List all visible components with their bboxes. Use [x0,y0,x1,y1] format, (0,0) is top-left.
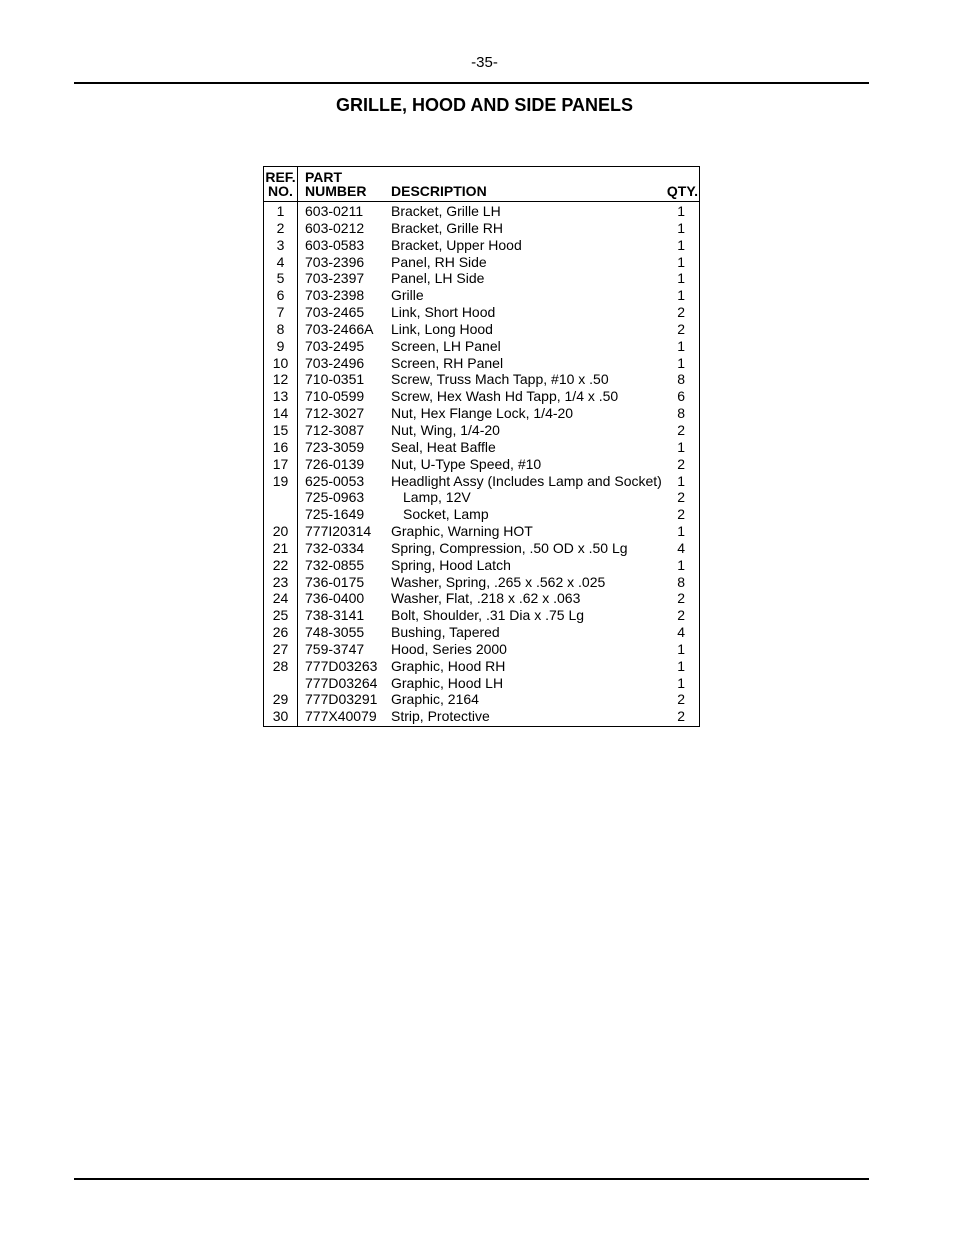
qty-cell: 1 [677,287,685,304]
ref-cell: 13 [272,388,289,405]
table-row [264,607,699,624]
table-row [264,304,699,321]
header-part-number: PART NUMBER [305,169,367,199]
qty-cell: 4 [677,624,685,641]
top-rule [74,82,869,84]
description-cell: Screw, Hex Wash Hd Tapp, 1/4 x .50 [391,388,619,405]
table-row [264,540,699,557]
ref-cell: 23 [272,573,289,590]
description-cell: Bracket, Upper Hood [391,236,522,253]
qty-cell: 1 [677,253,685,270]
part-number-cell: 726-0139 [305,455,365,472]
part-number-cell: 712-3027 [305,405,365,422]
part-number-cell: 712-3087 [305,421,365,438]
table-row [264,371,699,388]
description-cell: Bolt, Shoulder, .31 Dia x .75 Lg [391,607,585,624]
qty-cell: 2 [677,304,685,321]
description-cell: Bracket, Grille RH [391,219,504,236]
table-row [264,456,699,473]
qty-cell: 1 [677,236,685,253]
ref-cell: 24 [272,590,289,607]
part-number-cell: 603-0583 [305,236,365,253]
part-number-cell: 703-2398 [305,287,365,304]
ref-cell: 20 [272,523,289,540]
table-row [264,237,699,254]
part-number-cell: 738-3141 [305,607,365,624]
table-row [264,708,699,725]
description-cell: Nut, Wing, 1/4-20 [391,421,500,438]
description-cell: Link, Long Hood [391,320,493,337]
ref-cell: 29 [272,691,289,708]
ref-cell: 21 [272,539,289,556]
qty-cell: 1 [677,354,685,371]
ref-cell: 22 [272,556,289,573]
description-cell: Screen, LH Panel [391,337,501,354]
table-row [264,590,699,607]
description-cell: Screw, Truss Mach Tapp, #10 x .50 [391,371,609,388]
table-row [264,338,699,355]
table-row [264,624,699,641]
parts-table [263,166,700,727]
qty-cell: 2 [677,489,685,506]
description-cell: Spring, Compression, .50 OD x .50 Lg [391,539,628,556]
part-number-cell: 603-0212 [305,219,365,236]
description-cell: Panel, RH Side [391,253,487,270]
table-row [264,203,699,220]
table-row [264,422,699,439]
header-description: DESCRIPTION [391,183,487,199]
table-row [264,506,699,523]
ref-cell: 14 [272,405,289,422]
table-row [264,658,699,675]
qty-cell: 8 [677,573,685,590]
qty-cell: 4 [677,539,685,556]
description-cell: Washer, Spring, .265 x .562 x .025 [391,573,606,590]
ref-cell: 19 [272,472,289,489]
ref-cell: 30 [272,708,289,725]
table-row [264,641,699,658]
table-header [264,167,699,202]
part-number-cell: 723-3059 [305,438,365,455]
part-number-cell: 732-0855 [305,556,365,573]
description-cell: Graphic, Warning HOT [391,523,533,540]
description-cell: Bracket, Grille LH [391,203,501,219]
description-cell: Grille [391,287,424,304]
part-number-cell: 725-1649 [305,506,365,523]
part-number-cell: 725-0963 [305,489,365,506]
part-number-cell: 703-2495 [305,337,365,354]
part-number-cell: 732-0334 [305,539,365,556]
description-cell: Headlight Assy (Includes Lamp and Socket) [391,472,662,489]
qty-cell: 2 [677,421,685,438]
table-row [264,489,699,506]
table-row [264,270,699,287]
part-number-cell: 703-2465 [305,304,365,321]
table-row [264,220,699,237]
part-number-cell: 603-0211 [305,203,364,219]
part-number-cell: 703-2396 [305,253,365,270]
qty-cell: 1 [677,219,685,236]
page-title: GRILLE, HOOD AND SIDE PANELS [335,95,634,115]
ref-cell: 2 [276,219,285,236]
description-cell: Graphic, Hood RH [391,657,506,674]
header-ref-no: REF. NO. [265,169,296,199]
ref-cell: 12 [272,371,289,388]
ref-cell: 8 [276,320,285,337]
ref-cell: 3 [276,236,285,253]
table-row [264,405,699,422]
qty-cell: 1 [677,556,685,573]
qty-cell: 1 [677,270,685,287]
part-number-cell: 703-2496 [305,354,365,371]
description-cell: Graphic, Hood LH [391,674,504,691]
part-number-cell: 777D03264 [305,674,378,691]
description-cell: Nut, U-Type Speed, #10 [391,455,542,472]
table-body [264,203,699,725]
qty-cell: 6 [677,388,685,405]
table-row [264,254,699,271]
qty-cell: 2 [677,320,685,337]
ref-cell: 16 [272,438,289,455]
table-row [264,691,699,708]
ref-cell: 5 [276,270,285,287]
ref-cell: 4 [276,253,285,270]
part-number-cell: 748-3055 [305,624,365,641]
description-cell: Spring, Hood Latch [391,556,511,573]
table-row [264,557,699,574]
table-row [264,321,699,338]
ref-cell: 17 [272,455,289,472]
part-number-cell: 710-0351 [305,371,365,388]
description-cell: Hood, Series 2000 [391,640,507,657]
ref-cell: 28 [272,657,289,674]
part-number-cell: 777D03263 [305,657,378,674]
table-row [264,287,699,304]
ref-cell: 7 [276,304,285,321]
qty-cell: 2 [677,607,685,624]
qty-cell: 1 [677,472,685,489]
qty-cell: 2 [677,590,685,607]
bottom-rule [74,1178,869,1180]
part-number-cell: 625-0053 [305,472,365,489]
description-cell: Seal, Heat Baffle [391,438,496,455]
qty-cell: 1 [677,640,685,657]
qty-cell: 8 [677,371,685,388]
qty-cell: 8 [677,405,685,422]
description-cell: Strip, Protective [391,708,490,725]
ref-cell: 26 [272,624,289,641]
table-row [264,355,699,372]
description-cell: Socket, Lamp [403,506,489,523]
description-cell: Graphic, 2164 [391,691,479,708]
table-row [264,574,699,591]
part-number-cell: 703-2397 [305,270,365,287]
part-number-cell: 736-0400 [305,590,365,607]
description-cell: Bushing, Tapered [391,624,500,641]
part-number-cell: 759-3747 [305,640,365,657]
part-number-cell: 777D03291 [305,691,378,708]
part-number-cell: 777X40079 [305,708,377,725]
ref-cell: 15 [272,421,289,438]
ref-cell: 10 [272,354,289,371]
qty-cell: 2 [677,506,685,523]
description-cell: Lamp, 12V [403,489,471,506]
ref-cell: 27 [272,640,289,657]
ref-cell: 1 [276,203,285,219]
part-number-cell: 710-0599 [305,388,365,405]
qty-cell: 1 [677,203,685,219]
qty-cell: 1 [677,523,685,540]
qty-cell: 1 [677,438,685,455]
ref-cell: 25 [272,607,289,624]
part-number-cell: 703-2466A [305,320,374,337]
description-cell: Washer, Flat, .218 x .62 x .063 [391,590,581,607]
page-number: -35- [471,54,498,71]
table-row [264,675,699,692]
table-row [264,523,699,540]
description-cell: Panel, LH Side [391,270,485,287]
qty-cell: 2 [677,708,685,725]
table-row [264,439,699,456]
ref-cell: 6 [276,287,285,304]
qty-cell: 1 [677,674,685,691]
ref-cell: 9 [276,337,285,354]
table-row [264,388,699,405]
description-cell: Nut, Hex Flange Lock, 1/4-20 [391,405,574,422]
description-cell: Link, Short Hood [391,304,496,321]
qty-cell: 2 [677,691,685,708]
qty-cell: 1 [677,657,685,674]
part-number-cell: 777I20314 [305,523,372,540]
header-qty: QTY. [666,183,698,199]
description-cell: Screen, RH Panel [391,354,504,371]
qty-cell: 1 [677,337,685,354]
qty-cell: 2 [677,455,685,472]
table-row [264,473,699,490]
part-number-cell: 736-0175 [305,573,365,590]
